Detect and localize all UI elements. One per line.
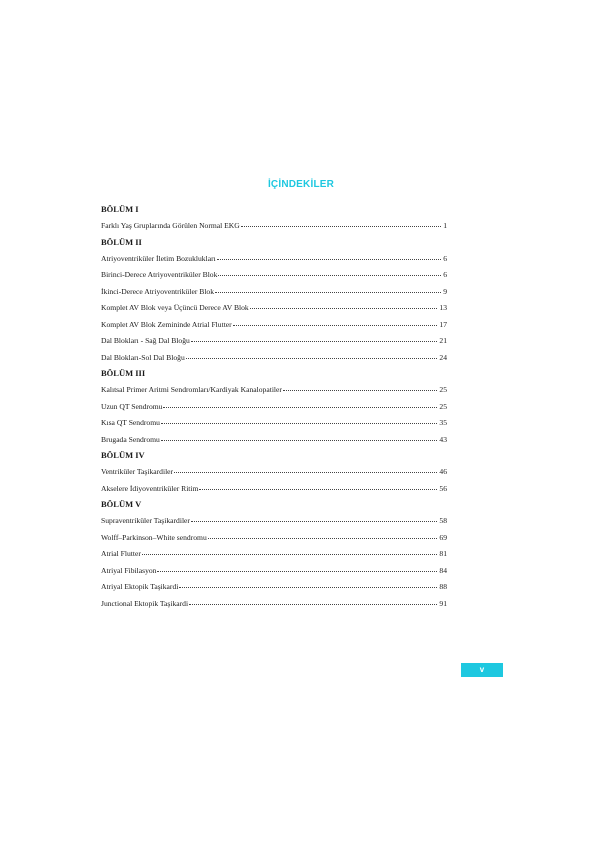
dot-leader [174, 466, 437, 473]
toc-entry-label: Atrial Flutter [101, 549, 141, 558]
toc-entry-label: İkinci-Derece Atriyoventriküler Blok [101, 286, 215, 296]
toc-entry[interactable] [101, 254, 447, 263]
section-5 [101, 500, 447, 608]
section-title: BÖLÜM III [101, 368, 146, 378]
dot-leader [157, 565, 437, 572]
toc-entry[interactable] [101, 533, 447, 542]
toc-entry[interactable] [101, 402, 447, 411]
toc-entry[interactable] [101, 287, 447, 296]
toc-entry-page: 9 [443, 286, 447, 296]
toc-entry-label: Atriyal Fibilasyon [101, 565, 157, 575]
dot-leader [215, 286, 441, 293]
toc-entry-page: 81 [439, 549, 447, 558]
dot-leader [217, 253, 441, 260]
table-of-contents [101, 205, 447, 615]
toc-entry-page: 91 [439, 598, 447, 608]
dot-leader [199, 483, 437, 490]
toc-entry-label: Wolff–Parkinson–White sendromu [101, 532, 207, 542]
toc-entry-page: 21 [439, 336, 447, 345]
toc-entry-label: Komplet AV Blok veya Üçüncü Derece AV Blok [101, 303, 249, 312]
toc-entry[interactable] [101, 467, 447, 476]
section-4 [101, 451, 447, 493]
section-title: BÖLÜM IV [101, 450, 145, 460]
toc-entry[interactable] [101, 303, 447, 312]
toc-title: İÇİNDEKİLER [267, 179, 335, 190]
toc-entry[interactable] [101, 221, 447, 230]
toc-entry-page: 88 [439, 582, 447, 591]
toc-entry-page: 69 [439, 532, 447, 542]
toc-entry-label: Ventriküler Taşikardiler [101, 467, 174, 476]
toc-entry-page: 43 [439, 434, 447, 444]
section-3 [101, 369, 447, 444]
toc-entry-label: Atriyal Ektopik Taşikardi [101, 582, 179, 591]
dot-leader [283, 384, 437, 391]
toc-entry-page: 56 [439, 483, 447, 493]
toc-entry-label: Kısa QT Sendromu [101, 418, 160, 427]
toc-entry-page: 46 [439, 467, 447, 476]
toc-entry-page: 25 [439, 385, 447, 394]
section-title: BÖLÜM V [101, 499, 142, 509]
dot-leader [142, 548, 438, 555]
section-title: BÖLÜM I [101, 204, 139, 214]
toc-entry-label: Brugada Sendromu [101, 434, 160, 444]
toc-entry-label: Akselere İdiyoventriküler Ritim [101, 483, 199, 493]
dot-leader [191, 335, 438, 342]
section-2 [101, 238, 447, 362]
dot-leader [191, 515, 437, 522]
toc-entry[interactable] [101, 549, 447, 558]
toc-entry[interactable] [101, 320, 447, 329]
toc-entry-page: 35 [439, 418, 447, 427]
dot-leader [186, 352, 438, 359]
toc-entry[interactable] [101, 484, 447, 493]
dot-leader [179, 581, 437, 588]
toc-entry-page: 58 [439, 516, 447, 525]
toc-entry-label: Junctional Ektopik Taşikardi [101, 598, 189, 608]
toc-entry-page: 13 [439, 303, 447, 312]
toc-entry[interactable] [101, 435, 447, 444]
toc-entry-page: 6 [443, 270, 447, 279]
toc-entry-label: Atriyoventriküler İletim Bozuklukları [101, 253, 216, 263]
dot-leader [161, 417, 437, 424]
toc-entry-label: Uzun QT Sendromu [101, 401, 163, 411]
toc-entry-label: Komplet AV Blok Zemininde Atrial Flutter [101, 319, 232, 329]
dot-leader [218, 269, 441, 276]
dot-leader [161, 434, 438, 441]
toc-entry-page: 25 [439, 401, 447, 411]
toc-entry[interactable] [101, 418, 447, 427]
toc-entry-label: Dal Blokları-Sol Dal Bloğu [101, 352, 185, 362]
toc-entry[interactable] [101, 582, 447, 591]
toc-entry-page: 1 [443, 221, 447, 230]
toc-entry-label: Dal Blokları - Sağ Dal Bloğu [101, 336, 190, 345]
toc-entry-label: Birinci-Derece Atriyoventriküler Blok [101, 270, 218, 279]
dot-leader [163, 401, 437, 408]
toc-entry[interactable] [101, 353, 447, 362]
toc-entry-page: 84 [439, 565, 447, 575]
dot-leader [241, 220, 441, 227]
dot-leader [189, 598, 437, 605]
toc-entry[interactable] [101, 566, 447, 575]
toc-entry-page: 17 [439, 319, 447, 329]
dot-leader [250, 302, 438, 309]
toc-entry-label: Kalıtsal Primer Aritmi Sendromları/Kardiyak Kanalopatiler [101, 385, 282, 394]
toc-entry[interactable] [101, 385, 447, 394]
section-title: BÖLÜM II [101, 236, 142, 247]
page-number-tab: v [461, 663, 503, 677]
toc-entry[interactable] [101, 599, 447, 608]
toc-entry[interactable] [101, 516, 447, 525]
toc-entry-label: Supraventriküler Taşikardiler [101, 516, 190, 525]
toc-entry[interactable] [101, 270, 447, 279]
toc-entry-page: 24 [439, 352, 447, 362]
dot-leader [208, 532, 438, 539]
section-1 [101, 205, 447, 230]
toc-entry[interactable] [101, 336, 447, 345]
dot-leader [233, 319, 438, 326]
toc-entry-label: Farklı Yaş Gruplarında Görülen Normal EKG [101, 221, 240, 230]
toc-entry-page: 6 [443, 253, 447, 263]
